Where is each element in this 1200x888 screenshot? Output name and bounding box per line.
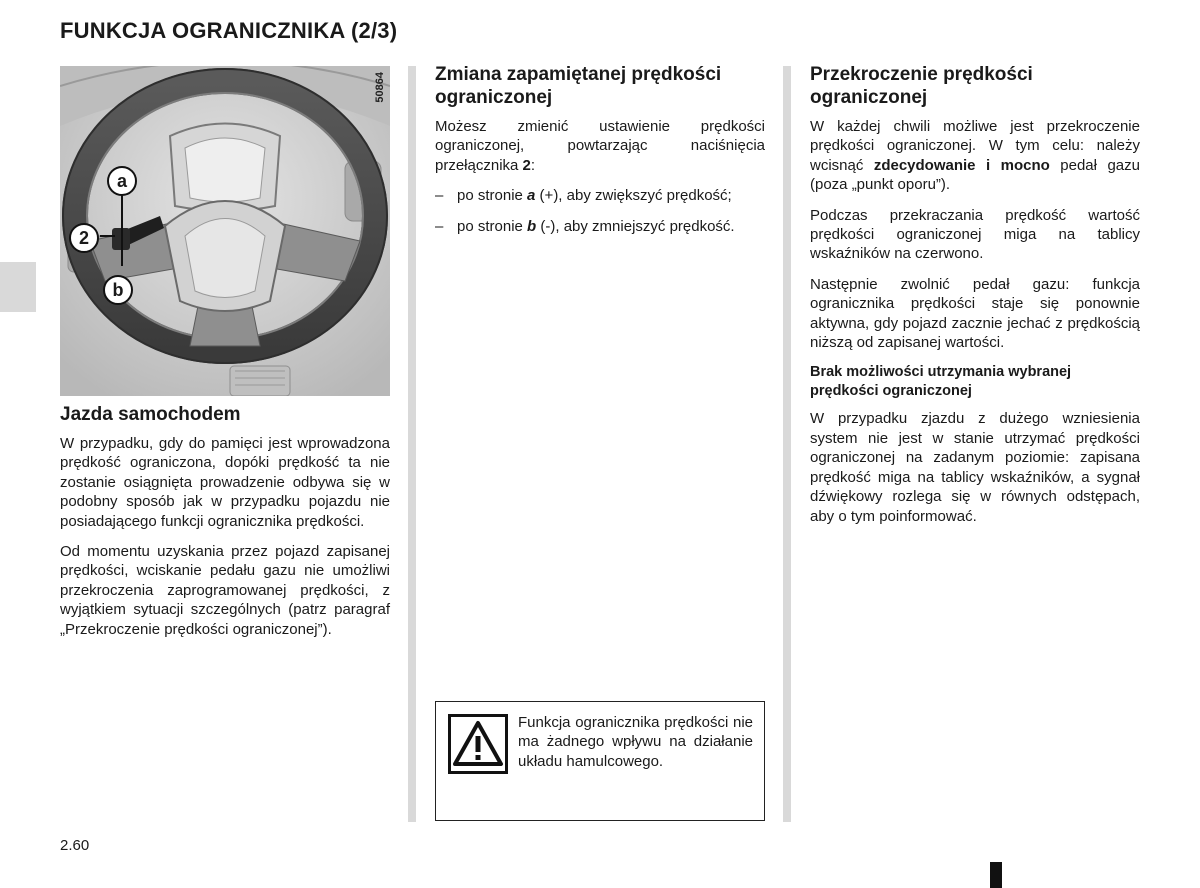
page-number: 2.60: [60, 837, 90, 854]
warning-text: Funkcja ogranicznika prędkości nie ma żadnego wpływu na działanie układu hamulcowego.: [518, 714, 753, 770]
paragraph: Możesz zmienić ustawienie prędkości ograniczonej, powtarzając naciśnięcia przełącznika 2:: [435, 118, 765, 174]
section-exceed-speed: [810, 63, 1140, 537]
paragraph: Następnie zwolnić pedał gazu: funkcja ogranicznika prędkości staje się ponownie aktywna, gdy pojazd zacznie jechać z prędkością niższą od zapisanej wartości.: [810, 275, 1140, 352]
section-heading-exceed-speed: Przekroczenie prędkości ograniczonej: [810, 64, 1033, 108]
column-divider-left: [408, 66, 416, 822]
chapter-tab: [0, 262, 36, 312]
section-driving: [60, 403, 390, 650]
paragraph: W przypadku, gdy do pamięci jest wprowadzona prędkość ograniczona, dopóki prędkość ta nie zostanie osiągnięta prowadzenie odbywa się w podobny sposób jak w przypadku pojazdu nie posiadającego funkcji ogranicznika prędkości.: [60, 435, 390, 530]
steering-wheel-illustration: [60, 66, 390, 396]
list-item: – po stronie a (+), aby zwiększyć prędkość;: [435, 187, 732, 205]
subheading-cannot-maintain: Brak możliwości utrzymania wybranej prędkości ograniczonej: [810, 364, 1072, 400]
paragraph: W przypadku zjazdu z dużego wzniesienia system nie jest w stanie utrzymać prędkości ograniczonej na zadanym poziomie: zapisana prędkość miga na tablicy wskaźników, a sygnał dźwiękowy rozlega się w równych odstępach, aby o tym poinformować.: [810, 410, 1140, 525]
callout-b: b: [103, 275, 133, 305]
callout-2: 2: [69, 223, 99, 253]
column-divider-right: [783, 66, 791, 822]
callout-a: a: [107, 166, 137, 196]
page-title: FUNKCJA OGRANICZNIKA (2/3): [60, 18, 398, 43]
paragraph: Od momentu uzyskania przez pojazd zapisanej prędkości, wciskanie pedału gazu nie umożliwi przekroczenia zaprogramowanej prędkości, z wyjątkiem sytuacji szczególnych (patrz paragraf „Przekroczenie prędkości ograniczonej”).: [60, 543, 390, 638]
switch-reference: 2: [522, 156, 531, 174]
paragraph: W każdej chwili możliwe jest przekroczenie prędkości ograniczonej. W tym celu: należy wcisnąć zdecydowanie i mocno pedał gazu (poza „punkt oporu”).: [810, 118, 1140, 194]
page-corner-mark: [990, 862, 1002, 888]
section-change-speed: [435, 63, 765, 247]
figure-code: 50864: [374, 72, 386, 103]
section-heading-change-speed: Zmiana zapamiętanej prędkości ograniczonej: [435, 64, 722, 108]
section-heading-driving: Jazda samochodem: [60, 404, 241, 425]
steering-wheel-figure: [60, 66, 390, 396]
list-item: – po stronie b (-), aby zmniejszyć prędkość.: [435, 217, 735, 235]
warning-triangle-icon: [448, 714, 508, 774]
bullet-list: [435, 186, 765, 236]
warning-box: [435, 701, 765, 821]
paragraph: Podczas przekraczania prędkość wartość prędkości ograniczonej miga na tablicy wskaźników na czerwono.: [810, 206, 1140, 263]
